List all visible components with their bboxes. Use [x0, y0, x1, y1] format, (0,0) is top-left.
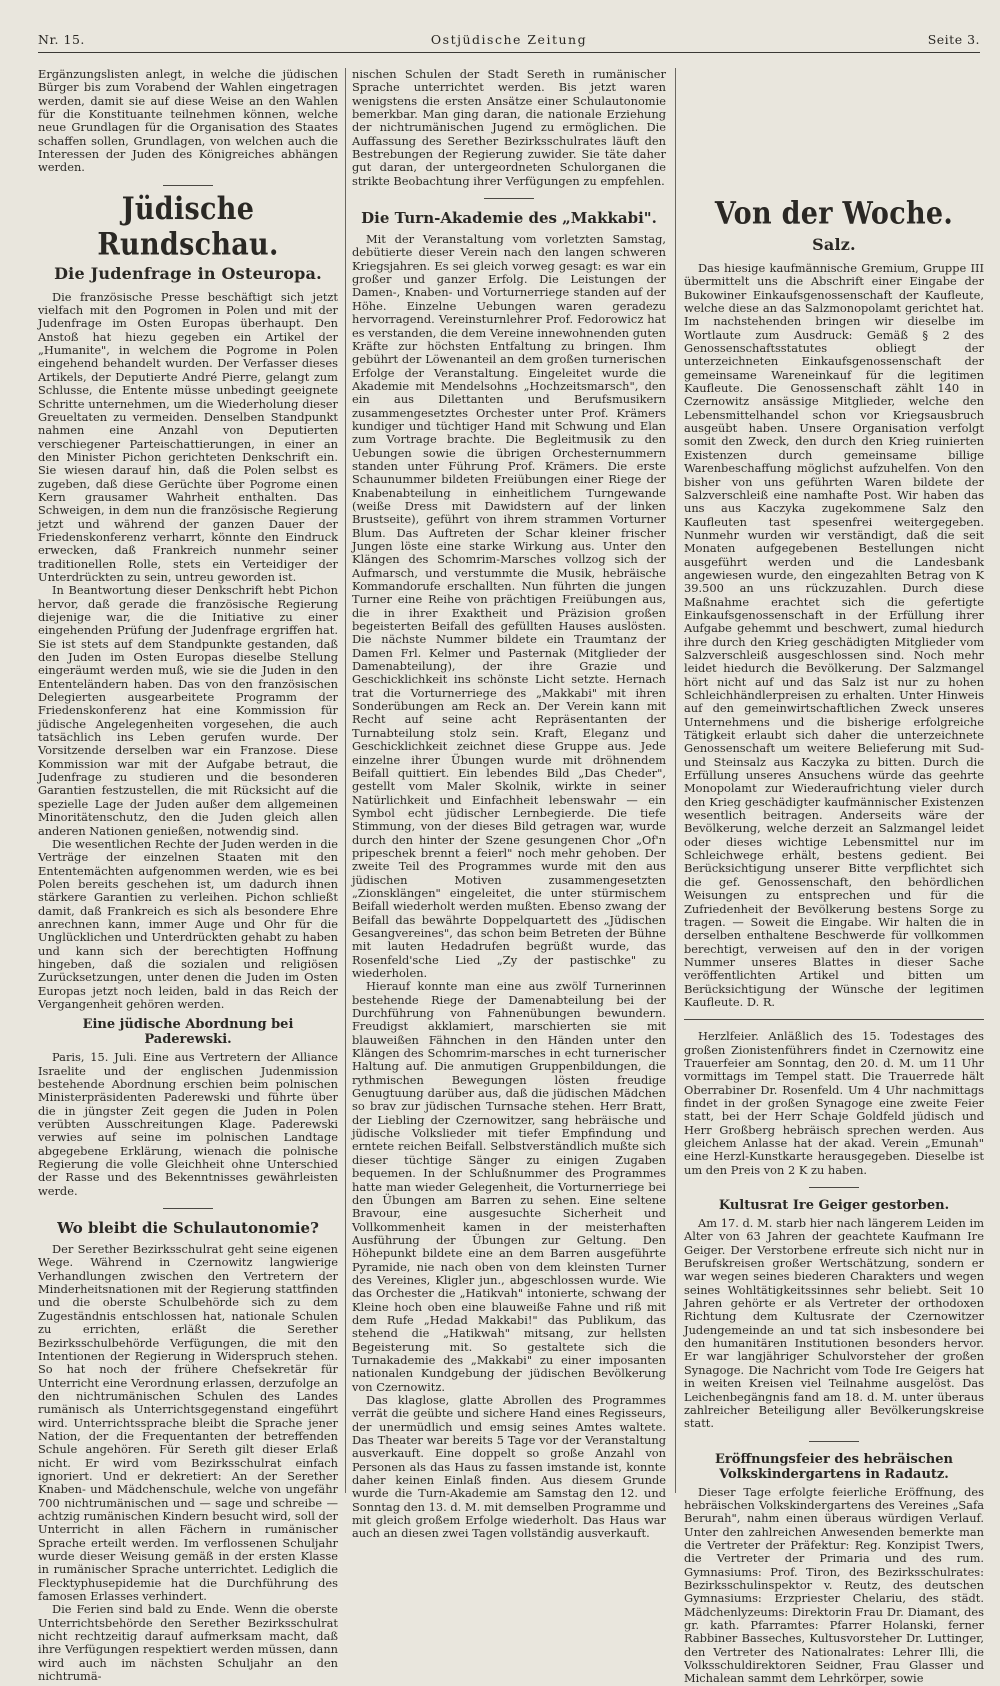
article-title-geiger: Kultusrat Ire Geiger gestorben. [718, 1198, 950, 1214]
paragraph: Die französische Presse beschäftigt sich jetzt vielfach mit den Pogromen in Polen und mit der Judenfrage im Osten Europas überhaupt. Den Anstoß hat hiezu gegeben ein Artikel der „Humanite", in welchem die Pogrome in Polen eingehend behandelt wurden. Der Verfasser dieses Artikels, der Deputierte André Pierre, gelangt zum Schlusse, die Entente müsse unbedingt geeignete Schritte unternehmen, um die Wiederholung dieser Greueltaten zu vermeiden. Denselben Standpunkt nahmen eine Anzahl von Deputierten verschiegener Parteischattierungen, in einer an den Minister Pichon gerichteten Denkschrift ein. Sie wiesen darauf hin, daß die Polen selbst es zugeben, daß diese Gerüchte über Pogrome einen Kern grausamer Wahrheit enthalten. Das Schweigen, in dem nun die französische Regierung jetzt und während der ganzen Dauer der Friedenskonferenz verharrt, könnte den Eindruck erwecken, daß Frankreich nunmehr seiner traditionellen Rolle, stets ein Verteidiger der Unterdrückten zu sein, untreu geworden ist. [38, 289, 338, 584]
column-3 [684, 68, 984, 1686]
column-rule-left [345, 68, 346, 1493]
article-title-schulautonomie: Wo bleibt die Schulautonomie? [57, 1219, 319, 1238]
paragraph: Mit der Veranstaltung vom vorletzten Samstag, debütierte dieser Verein nach den langen schweren Kriegsjahren. Es sei gleich vorweg gesagt: es war ein großer und ganzer Erfolg. Die Leistungen der Damen-, Knaben- und Vorturnerriege standen auf der Höhe. Einzelne Uebungen waren geradezu hervorragend. Vereinsturnlehrer Prof. Fedorowicz hat es verstanden, die dem Vereine innewohnenden guten Kräfte zur höchsten Entfaltung zu bringen. Ihm gebührt der Löwenanteil an dem großen turnerischen Erfolge der Veranstaltung. Eingeleitet wurde die Akademie mit Mendelsohns „Hochzeitsmarsch", den ein aus Dilettanten und Berufsmusikern zusammengesetztes Orchester unter Prof. Krämers kundiger und tüchtiger Hand mit Schwung und Elan zum Vortrage brachte. Die Begleitmusik zu den Uebungen sowie die übrigen Orchesternummern standen unter Führung Prof. Krämers. Die erste Schaunummer bildeten Freiübungen einer Riege der Knabenabteilung in einheitlichem Turngewande (weiße Dress mit Dawidstern auf der linken Brustseite), geführt von ihrem strammen Vorturner Blum. Das Auftreten der Schar kleiner frischer Jungen löste eine starke Wirkung aus. Unter den Klängen des Schomrim-Marsches vollzog sich der Aufmarsch, und verstummte die Musik, hebräische Kommandorufe erschallten. Nun führten die jungen Turner eine Reihe von prächtigen Freiübungen aus, die in ihrer Exaktheit und Präzision großen begeisterten Beifall des gefüllten Hauses auslösten. Die nächste Nummer bildete ein Traumtanz der Damen Frl. Kelmer und Pasternak (Mitglieder der Damenabteilung), der ihre Grazie und Geschicklichkeit ins schönste Licht setzte. Hernach trat die Vorturnerriege des „Makkabi" mit ihren Sonderübungen am Reck an. Der Verein kann mit Recht auf seine acht Repräsentanten der Turnabteilung stolz sein. Kraft, Eleganz und Geschicklichkeit zeichnet diese Gruppe aus. Jede einzelne ihrer Übungen wurde mit dröhnendem Beifall quittiert. Ein lebendes Bild „Das Cheder", gestellt vom Maler Skolnik, wirkte in seiner Natürlichkeit und Einfachheit lebenswahr — ein Symbol echt jüdischer Lernbegierde. Die tiefe Stimmung, von der dieses Bild getragen war, wurde durch den hinter der Szene gesungenen Chor „Of'n pripeschek brennt a feierl" noch mehr gehoben. Der zweite Teil des Programmes wurde mit den aus jüdischen Motiven zusammengesetzten „Zionsklängen" eingeleitet, die unter stürmischem Beifall wiederholt werden mußten. Ebenso zwang der Beifall das bewährte Doppelquartett des „Jüdischen Gesangvereines", das schon beim Betreten der Bühne mit lauten Hedadrufen begrüßt wurde, das Rosenfeld'sche Lied „Zy der pastischke" zu wiederholen. [352, 232, 666, 980]
paragraph: Dieser Tage erfolgte feierliche Eröffnung, des hebräischen Volkskindergartens des Vereines „Safa Berurah", nahm einen überaus würdigen Verlauf. Unter den zahlreichen Anwesenden bemerkte man die Vertreter der Präfektur: Reg. Konzipist Twers, die Vertreter der Primaria und des rum. Gymnasiums: Prof. Tiron, des Bezirksschulrates: Bezirksschulinspektor v. Reutz, des deutschen Gymnasiums: Erzpriester Chelariu, des städt. Mädchenlyzeums: Direktorin Frau Dr. Diamant, des gr. kath. Pfarramtes: Pfarrer Holanski, ferner Rabbiner Basseches, Kultusvorsteher Dr. Luttinger, den Vertreter des Nationalrates: Lehrer Illi, die Volksschuldirektoren Seidner, Frau Glasser und Michalean sammt dem Lehrkörper, sowie [684, 1484, 984, 1686]
page-number: Seite 3. [927, 32, 980, 47]
section-title-woche: Von der Woche. [714, 195, 954, 232]
column-1 [38, 67, 338, 1684]
paragraph: Hierauf konnte man eine aus zwölf Turnerinnen bestehende Riege der Damenabteilung bei der Durchführung von Fahnenübungen bewundern. Freudigst akklamiert, marschierten sie mit blauweißen Fähnchen in den Händen unter den Klängen des Schomrim-marsches in echt turnerischer Haltung auf. Die anmutigen Gruppenbildungen, die rythmischen Bewegungen lösten freudige Genugtuung darüber aus, daß die jüdischen Mädchen so brav zur jüdischen Turnsache stehen. Herr Bratt, der Liebling der Czernowitzer, sang hebräische und jüdische Volkslieder mit tiefer Empfindung und erntete reichen Beifall. Selbstverständlich mußte sich dieser tüchtige Sänger zu einigen Zugaben bequemen. In der Schlußnummer des Programmes hatte man wieder Gelegenheit, die Vorturnerriege bei den Übungen am Barren zu sehen. Eine seltene Bravour, eine ausgesuchte Sicherheit und Vollkommenheit kamen in der meisterhaften Ausführung der Übungen zur Geltung. Den Höhepunkt bildete eine an dem Barren ausgeführte Pyramide, nie nach oben von dem kleinsten Turner des Vereines, Kligler jun., abgeschlossen wurde. Wie das Orchester die „Hatikvah" intonierte, schwang der Kleine hoch oben eine blauweiße Fahne und riß mit dem Rufe „Hedad Makkabi!" das Publikum, das stehend die „Hatikwah" mitsang, zur hellsten Begeisterung mit. So gestaltete sich die Turnakademie des „Makkabi" zu einer imposanten nationalen Kundgebung der jüdischen Bevölkerung von Czernowitz. [352, 979, 666, 1394]
paragraph: Paris, 15. Juli. Eine aus Vertretern der Alliance Israelite und der englischen Judenmission bestehende Abordnung erschien beim polnischen Ministerpräsidenten Paderewski und führte über die in jüngster Zeit gegen die Juden in Polen verübten Ausschreitungen Klage. Paderewski verwies auf seine im polnischen Landtage abgegebene Erklärung, wienach die polnische Regierung die volle Gleichheit ohne Unterschied der Rasse und des Bekenntnisses gewährleisten werde. [38, 1050, 338, 1198]
paragraph: Das hiesige kaufmännische Gremium, Gruppe III übermittelt uns die Abschrift einer Eingabe der Bukowiner Einkaufsgenossenschaft der Kaufleute, welche diese an das Salzmonopolamt gerichtet hat. Im nachstehenden bringen wir dieselbe im Wortlaute zum Ausdruck: Gemäß § 2 des Genossenschaftsstatutes obliegt der unterzeichneten Einkaufsgenossenschaft der gemeinsame Wareneinkauf für die legitimen Kaufleute. Die Genossenschaft zählt 140 in Czernowitz ansässige Mitglieder, welche den Lebensmittelhandel schon vor Kriegsausbruch ausgeübt haben. Unsere Organisation verfolgt somit den Zweck, den durch den Krieg ruinierten Existenzen durch gemeinsame billige Warenbeschaffung möglichst aufzuhelfen. Von den bisher von uns geführten Waren bildete der Salzverschleiß eine namhafte Post. Wir haben das uns aus Kaczyka zugekommene Salz den Kaufleuten tast spesenfrei weitergegeben. Nunmehr wurden wir verständigt, daß die seit Monaten aufgegebenen Bestellungen nicht ausgeführt werden und die Landesbank angewiesen wurde, den eingezahlten Betrag von K 39.500 an uns rückzuzahlen. Durch diese Maßnahme erachtet sich die gefertigte Einkaufsgenossenschaft in der Erfüllung ihrer Aufgabe gehemmt und beschwert, zumal hiedurch ihre durch den Krieg geschädigten Mitglieder vom Salzverschleiß ausgeschlossen sind. Noch mehr leidet hiedurch die Bevölkerung. Der Salzmangel hört nicht auf und das Salz ist nur zu hohen Schleichhändlerpreisen zu erhalten. Unter Hinweis auf den gemeinwirtschaftlichen Zweck unseres Unternehmens und die bisherige erfolgreiche Tätigkeit erlaubt sich daher die unterzeichnete Genossenschaft um weitere Belieferung mit Sud- und Steinsalz aus Kaczyka zu bitten. Durch die Erfüllung unseres Ansuchens würde das geehrte Monopolamt zur Wiederaufrichtung vieler durch den Krieg geschädigter kaufmännischer Existenzen wesentlich beitragen. Anderseits wäre der Bevölkerung, welche derzeit an Salzmangel leidet oder dieses wichtige Lebensmittel nur im Schleichwege erhält, bestens gedient. Bei Berücksichtigung unserer Bitte verpflichtet sich die gef. Genossenschaft, den behördlichen Weisungen zu entsprechen und für die Zufriedenheit der Bevölkerung bestens Sorge zu tragen. — Soweit die Eingabe. Wir halten die in derselben enthaltene Beschwerde für vollkommen berechtigt, verweisen auf den in der vorigen Nummer unseres Blattes in dieser Sache veröffentlichten Artikel und bitten um Berücksichtigung der Wünsche der legitimen Kaufleute. D. R. [684, 261, 984, 1009]
page-header [38, 30, 980, 53]
column-rule-right [675, 68, 676, 1493]
paragraph: Herzlfeier. Anläßlich des 15. Todestages des großen Zionistenführers findet in Czernowitz eine Trauerfeier am Sonntag, den 20. d. M. um 11 Uhr vormittags im Tempel statt. Die Trauerrede hält Oberrabiner Dr. Rosenfeld. Um 4 Uhr nachmittags findet in der großen Synagoge eine zweite Feier statt, bei der Herr Schaje Goldfeld jüdisch und Herr Großberg hebräisch sprechen werden. Aus gleichem Anlasse hat der akad. Verein „Emunah" eine Herzl-Kunstkarte herausgegeben. Dieselbe ist um den Preis von 2 K zu haben. [684, 1029, 984, 1177]
article-title-radautz: Eröffnungsfeier des hebräischen Volkskindergartens in Radautz. [715, 1451, 953, 1482]
paragraph: In Beantwortung dieser Denkschrift hebt Pichon hervor, daß gerade die französische Regierung diejenige war, die die Initiative zu einer eingehenden Prüfung der Judenfrage ergriffen hat. Sie ist stets auf dem Standpunkte gestanden, daß den Juden im Osten Europas dieselbe Stellung eingeräumt werden muß, wie sie die Juden in den Ententeländern haben. Das von den französischen Delegierten ausgearbeitete Programm der Friedenskonferenz hat eine Kommission für jüdische Angelegenheiten vorgesehen, die auch tatsächlich ins Leben gerufen wurde. Der Vorsitzende derselben war ein Franzose. Diese Kommission war mit der Aufgabe betraut, die Judenfrage zu studieren und die besonderen Garantien festzustellen, die mit Rücksicht auf die spezielle Lage der Juden außer dem allgemeinen Minoritätenschutz, den die Juden gleich allen anderen Nationen genießen, notwendig sind. [38, 583, 338, 838]
col1-intro: Ergänzungslisten anlegt, in welche die jüdischen Bürger bis zum Vorabend der Wahlen eingetragen werden, damit sie auf diese Weise an den Wahlen für die Konstituante teilnehmen können, welche neue Grundlagen für die Organisation des Staates schaffen sollen, Grundlagen, von welchen auch die Interessen der Juden des Königreiches abhängen werden. [38, 67, 338, 175]
col2-intro: nischen Schulen der Stadt Sereth in rumänischer Sprache unterrichtet werden. Bis jetzt waren wenigstens die ersten Ansätze einer Schulautonomie bemerkbar. Man ging daran, die nationale Erziehung der nichtrumänischen Jugend zu ermöglichen. Die Auffassung des Serether Bezirksschulrates läuft den Bestrebungen der Regierung zuwider. Sie täte daher gut daran, der untergeordneten Schulorganen die strikte Beobachtung ihrer Verfügungen zu empfehlen. [352, 67, 666, 188]
separator [684, 1019, 984, 1020]
issue-number: Nr. 15. [38, 32, 85, 47]
paragraph: Das klaglose, glatte Abrollen des Programmes verrät die geübte und sichere Hand eines Regisseurs, der unermüdlich und emsig seines Amtes waltete. Das Theater war bereits 5 Tage vor der Veranstaltung ausverkauft. Eine doppelt so große Anzahl von Personen als das Haus zu fassen imstande ist, konnte daher keinen Einlaß finden. Aus diesem Grunde wurde die Turn-Akademie am Samstag den 12. und Sonntag den 13. d. M. mit demselben Programme und mit gleich großem Erfolge wiederholt. Das Haus war auch an diesen zwei Tagen vollständig ausverkauft. [352, 1393, 666, 1541]
section-title-rundschau: Jüdische Rundschau. [97, 191, 279, 263]
article-title-judenfrage: Die Judenfrage in Osteuropa. [54, 263, 322, 283]
separator [163, 185, 213, 186]
newspaper-title: Ostjüdische Zeitung [430, 32, 588, 47]
separator [163, 1208, 213, 1209]
paragraph: Am 17. d. M. starb hier nach längerem Leiden im Alter von 63 Jahren der geachtete Kaufmann Ire Geiger. Der Verstorbene erfreute sich nicht nur in Berufskreisen großer Wertschätzung, sondern er war wegen seines biederen Charakters und wegen seines Wohltätigkeitssinnes sehr beliebt. Seit 10 Jahren gehörte er als Vertreter der orthodoxen Richtung dem Kultusrate der Czernowitzer Judengemeinde an und tat sich insbesondere bei den humanitären Institutionen besonders hervor. Er war langjähriger Schulvorsteher der großen Synagoge. Die Nachricht vom Tode Ire Geigers hat in weiten Kreisen viel Teilnahme ausgelöst. Das Leichenbegängnis fand am 18. d. M. unter überaus zahlreicher Beteiligung aller Bevölkerungskreise statt. [684, 1216, 984, 1431]
separator [484, 198, 534, 199]
article-title-paderewski: Eine jüdische Abordnung bei Paderewski. [82, 1017, 294, 1048]
separator [809, 1441, 859, 1442]
paragraph: Die wesentlichen Rechte der Juden werden in die Verträge der einzelnen Staaten mit den Ententemächten aufgenommen werden, wie es bei Polen bereits geschehen ist, um dadurch ihnen stärkere Garantien zu verleihen. Pichon schließt damit, daß Frankreich es sich als besondere Ehre anrechnen kann, immer Auge und Ohr für die Unglücklichen und Unterdrückten gehabt zu haben und kann sich der berechtigten Hoffnung hingeben, daß die sozialen und religiösen Zurücksetzungen, unter denen die Juden im Osten Europas jetzt noch leiden, bald in das Reich der Vergangenheit gehören werden. [38, 836, 338, 1011]
paragraph: Der Serether Bezirksschulrat geht seine eigenen Wege. Während in Czernowitz langwierige Verhandlungen zwischen den Vertretern der Minderheitsnationen mit der Regierung stattfinden und die oberste Schulbehörde sich zu dem Zugeständnis entschlossen hat, nationale Schulen zu errichten, erläßt die Serether Bezirksschulbehörde Verfügungen, die mit den Intentionen der Regierung in Widerspruch stehen. So hat noch der frühere Chefsekretär für Unterricht eine Verordnung erlassen, derzufolge an den nichtrumänischen Schulen des Landes rumänisch als Unterrichtsgegenstand eingeführt wird. Unterrichtssprache bleibt die Sprache jener Nation, der die Frequentanten der betreffenden Schule angehören. Für Sereth gilt dieser Erlaß nicht. Er wird vom Bezirksschulrat einfach ignoriert. Und er dekretiert: An der Serether Knaben- und Mädchenschule, welche von ungefähr 700 nichtrumänischen und — sage und schreibe — achtzig rumänischen Kindern besucht wird, soll der Unterricht in allen Fächern in rumänischer Sprache erteilt werden. Im verflossenen Schuljahr wurde dieser Weisung gemäß in der ersten Klasse in rumänischer Sprache unterrichtet. Lediglich die Flecktyphusepidemie hat die Durchführung des famosen Erlasses verhindert. [38, 1242, 338, 1604]
separator [809, 1187, 859, 1188]
column-2 [352, 67, 666, 1541]
article-title-salz: Salz. [812, 235, 856, 254]
paragraph: Die Ferien sind bald zu Ende. Wenn die oberste Unterrichtsbehörde den Serether Bezirksschulrat nicht rechtzeitig darauf aufmerksam macht, daß ihre Verfügungen respektiert werden müssen, dann wird auch im nächsten Schuljahr an den nichtrumä- [38, 1602, 338, 1684]
article-title-makkabi: Die Turn-Akademie des „Makkabi". [361, 209, 657, 228]
